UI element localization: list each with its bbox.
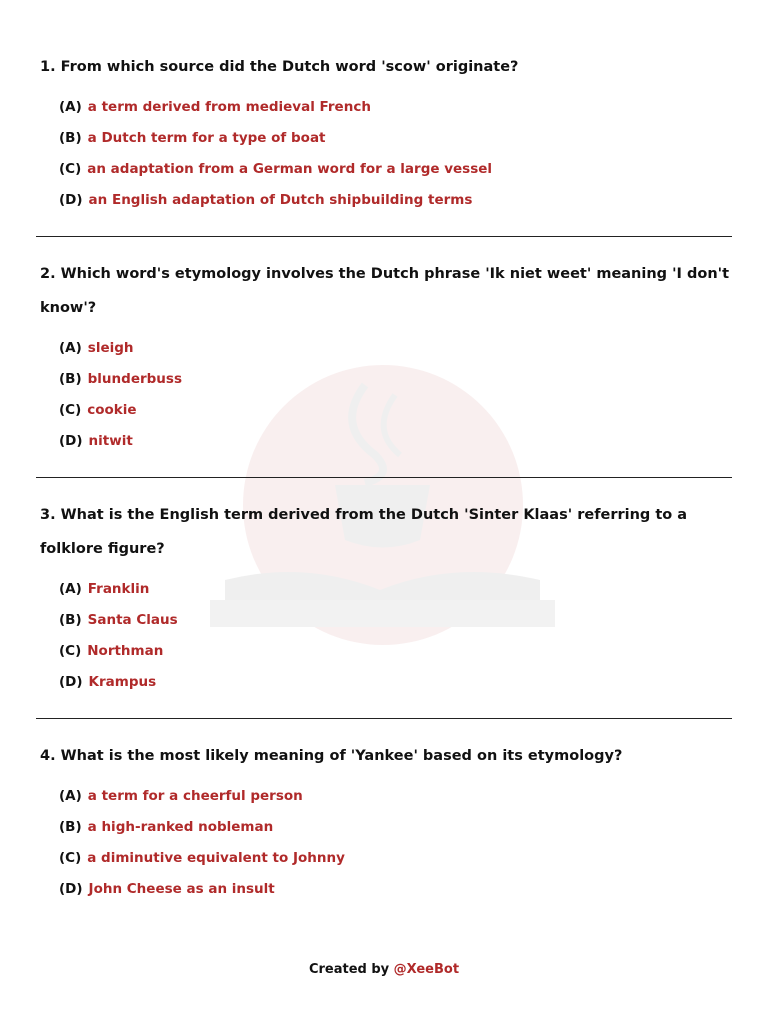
footer-prefix: Created by [308, 962, 390, 977]
question-1 [0, 50, 768, 216]
option-1c [40, 154, 732, 185]
question-2-text [40, 257, 732, 325]
option-2b [40, 364, 732, 395]
option-letter: (B) [59, 371, 82, 387]
question-3-number: 3. [40, 507, 56, 523]
option-text: a term for a cheerful person [87, 788, 303, 804]
option-text: an English adaptation of Dutch shipbuilding terms [88, 192, 473, 208]
option-3d [40, 667, 732, 698]
option-3c [40, 636, 732, 667]
question-3-label: What is the English term derived from the Dutch 'Sinter Klaas' referring to a folklore figure? [40, 507, 688, 557]
option-3b [40, 605, 732, 636]
question-1-label: From which source did the Dutch word 'scow' originate? [60, 59, 519, 75]
question-4 [0, 739, 768, 905]
option-letter: (B) [59, 130, 82, 146]
option-text: John Cheese as an insult [88, 881, 275, 897]
question-3-text [40, 498, 732, 566]
question-1-number: 1. [40, 59, 56, 75]
question-1-options [40, 92, 732, 216]
option-letter: (D) [59, 674, 83, 690]
option-text: an adaptation from a German word for a large vessel [87, 161, 493, 177]
question-4-options [40, 781, 732, 905]
question-2 [0, 257, 768, 457]
option-letter: (D) [59, 881, 83, 897]
option-letter: (D) [59, 433, 83, 449]
question-1-text [40, 50, 732, 84]
question-3 [0, 498, 768, 698]
option-text: sleigh [87, 340, 134, 356]
question-4-number: 4. [40, 748, 56, 764]
option-text: Santa Claus [87, 612, 178, 628]
option-text: Franklin [87, 581, 150, 597]
option-text: blunderbuss [87, 371, 182, 387]
option-letter: (C) [59, 643, 82, 659]
question-4-label: What is the most likely meaning of 'Yankee' based on its etymology? [60, 748, 623, 764]
option-4c [40, 843, 732, 874]
option-letter: (D) [59, 192, 83, 208]
option-letter: (A) [59, 788, 82, 804]
option-4d [40, 874, 732, 905]
option-letter: (A) [59, 340, 82, 356]
divider [36, 236, 732, 237]
option-3a [40, 574, 732, 605]
option-text: Northman [87, 643, 164, 659]
option-text: nitwit [88, 433, 133, 449]
footer-handle-link[interactable]: @XeeBot [393, 962, 460, 977]
option-text: a Dutch term for a type of boat [87, 130, 326, 146]
option-letter: (C) [59, 402, 82, 418]
option-letter: (C) [59, 850, 82, 866]
option-letter: (B) [59, 612, 82, 628]
option-1d [40, 185, 732, 216]
option-letter: (B) [59, 819, 82, 835]
question-2-number: 2. [40, 266, 56, 282]
option-text: Krampus [88, 674, 157, 690]
option-letter: (A) [59, 581, 82, 597]
option-4b [40, 812, 732, 843]
option-text: cookie [87, 402, 137, 418]
footer-credit [0, 962, 768, 977]
question-2-label: Which word's etymology involves the Dutch phrase 'Ik niet weet' meaning 'I don't know'? [40, 266, 730, 316]
option-2a [40, 333, 732, 364]
question-4-text [40, 739, 732, 773]
option-4a [40, 781, 732, 812]
option-text: a term derived from medieval French [87, 99, 371, 115]
option-1b [40, 123, 732, 154]
option-2c [40, 395, 732, 426]
option-text: a high-ranked nobleman [87, 819, 274, 835]
option-2d [40, 426, 732, 457]
divider [36, 477, 732, 478]
question-3-options [40, 574, 732, 698]
divider [36, 718, 732, 719]
question-2-options [40, 333, 732, 457]
option-letter: (A) [59, 99, 82, 115]
option-text: a diminutive equivalent to Johnny [87, 850, 345, 866]
option-letter: (C) [59, 161, 82, 177]
option-1a [40, 92, 732, 123]
